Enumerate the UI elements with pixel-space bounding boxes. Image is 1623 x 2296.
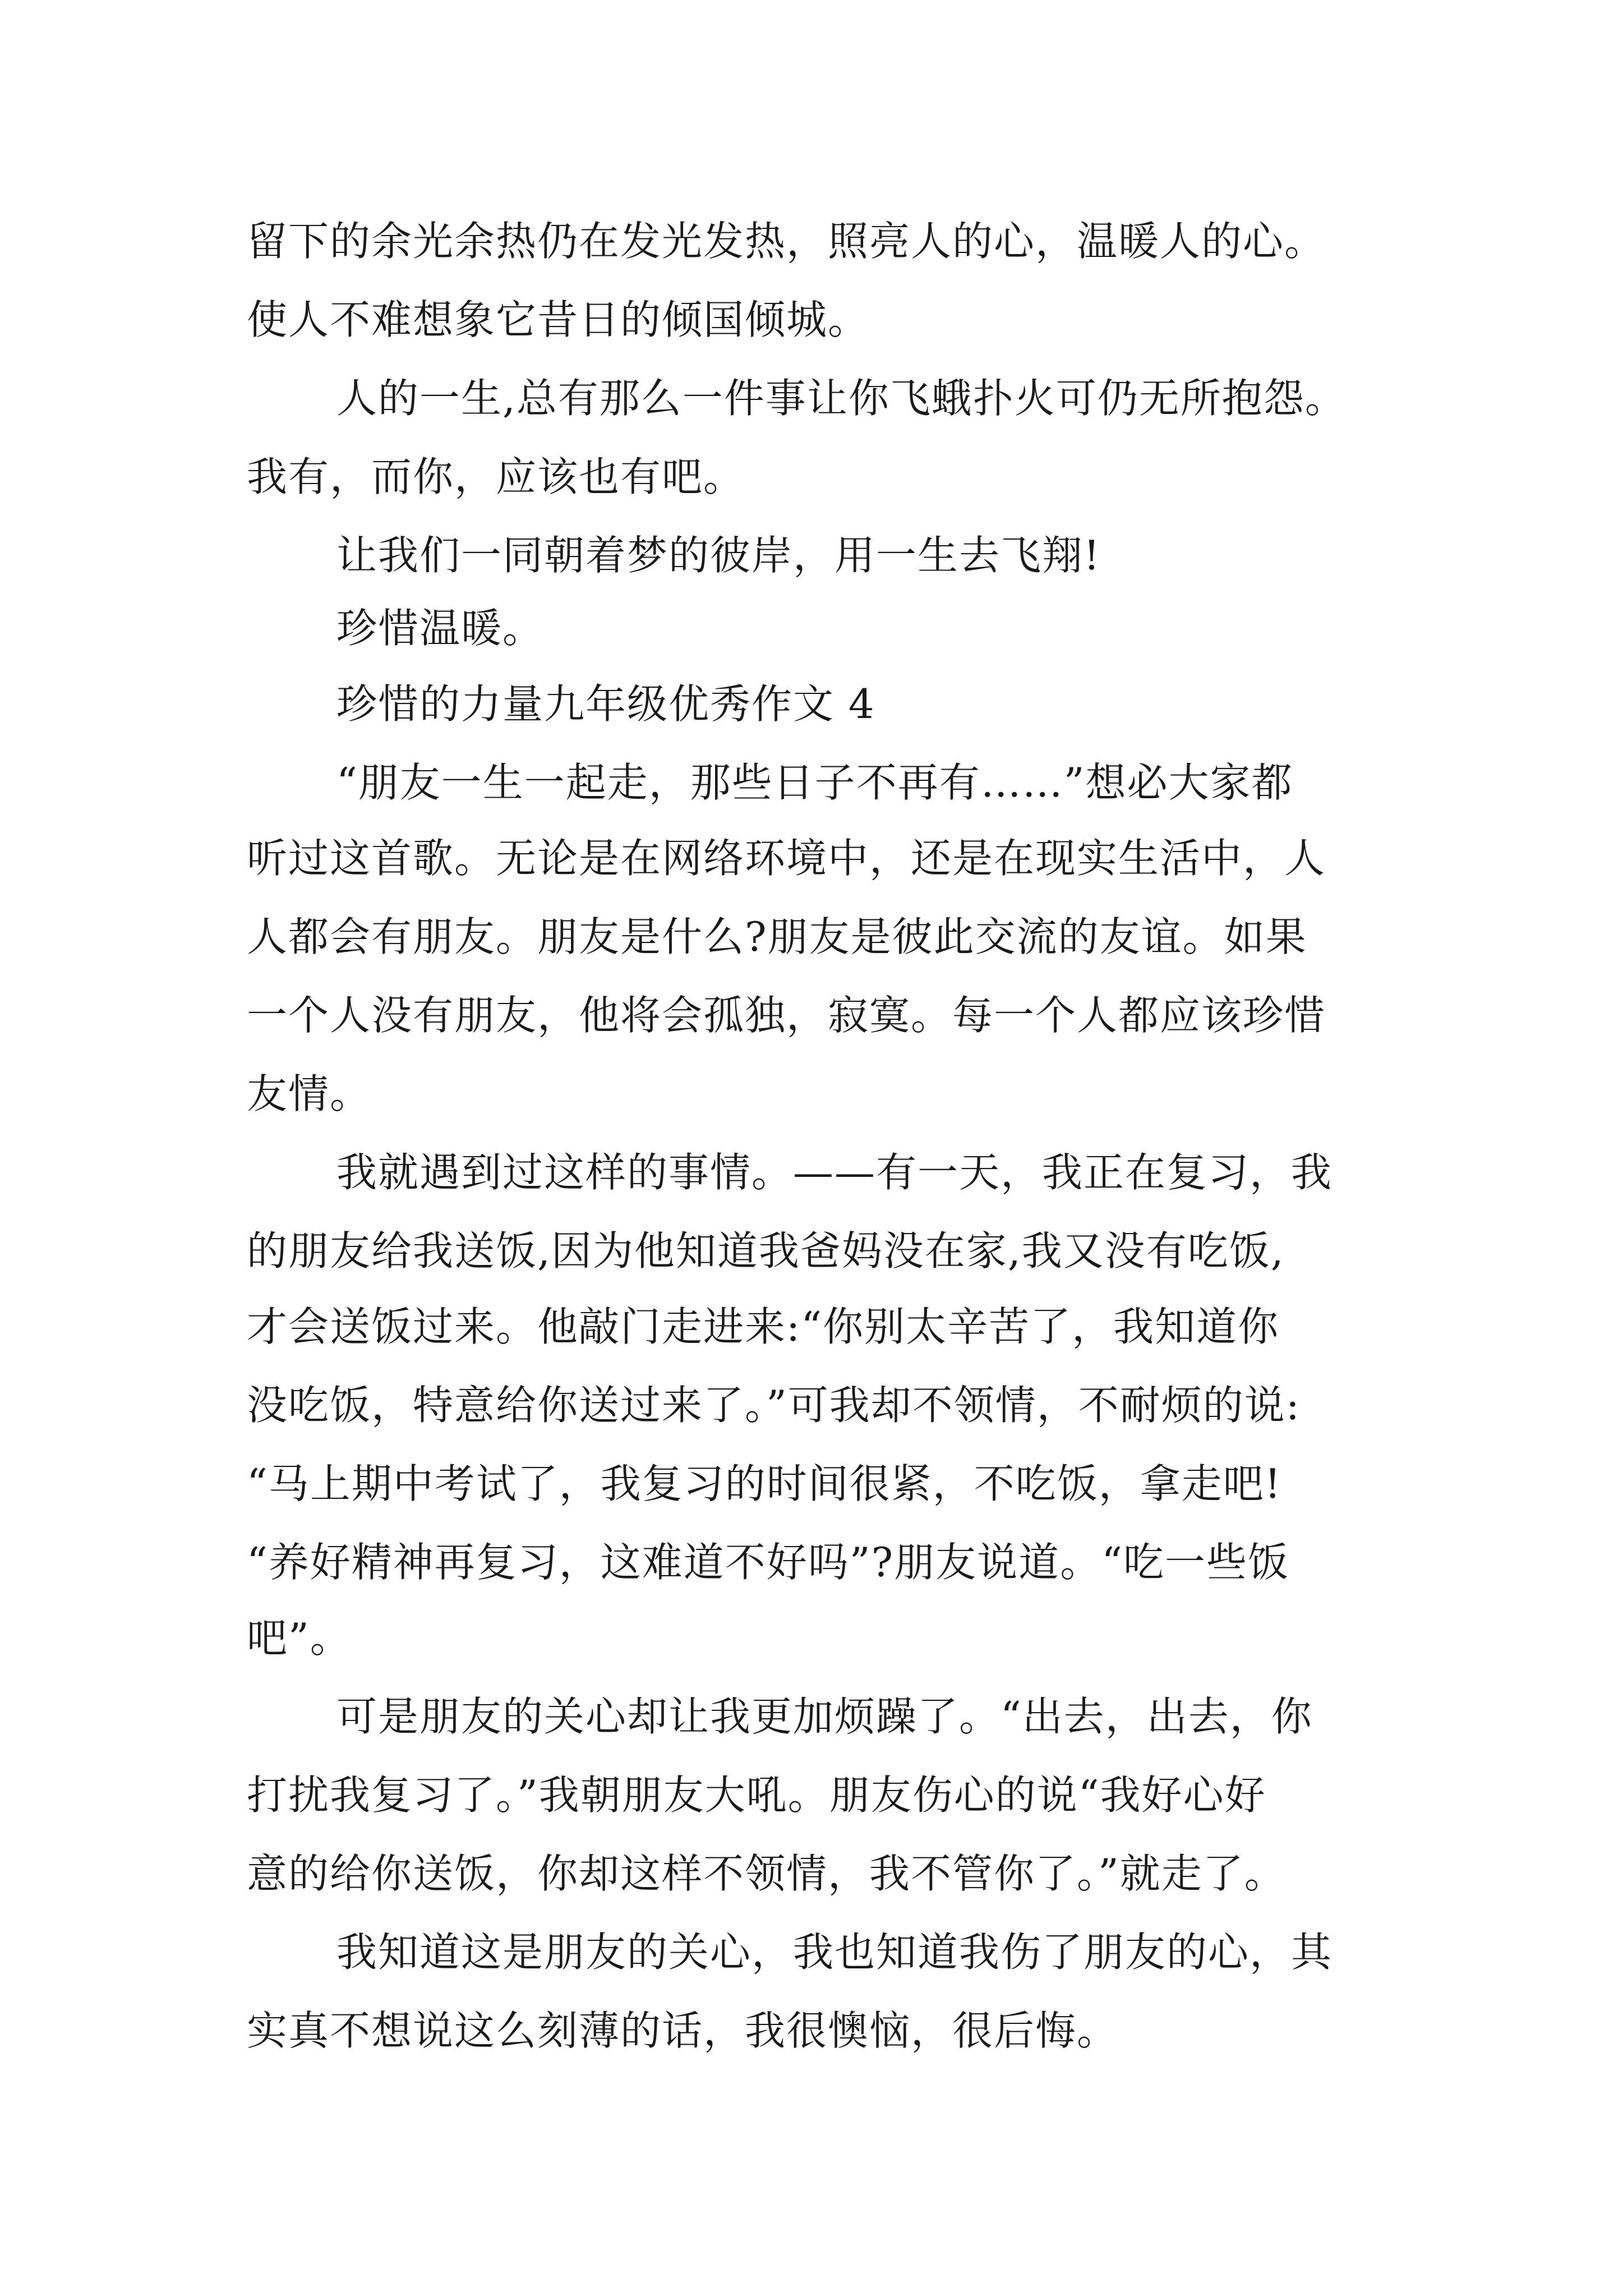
text-line: 我就遇到过这样的事情。——有一天，我正在复习，我: [336, 1149, 1333, 1196]
text-line: “朋友一生一起走，那些日子不再有……”想必大家都: [336, 759, 1293, 806]
text-line: 吧”。: [247, 1614, 352, 1662]
text-line: 我知道这是朋友的关心，我也知道我伤了朋友的心，其: [336, 1929, 1333, 1976]
text-line: 可是朋友的关心却让我更加烦躁了。“出去，出去，你: [336, 1693, 1313, 1740]
text-line: 留下的余光余热仍在发光发热，照亮人的心，温暖人的心。: [247, 218, 1326, 265]
text-line: 让我们一同朝着梦的彼岸，用一生去飞翔!: [336, 532, 1101, 579]
text-line: 听过这首歌。无论是在网络环境中，还是在现实生活中，人: [247, 835, 1326, 882]
text-line: 人都会有朋友。朋友是什么?朋友是彼此交流的友谊。如果: [247, 913, 1307, 960]
text-line: 友情。: [247, 1070, 372, 1117]
text-line: “马上期中考试了，我复习的时间很紧，不吃饭，拿走吧!: [247, 1460, 1282, 1507]
text-line: 没吃饭，特意给你送过来了。”可我却不领情，不耐烦的说:: [247, 1382, 1301, 1429]
text-line: 我有，而你，应该也有吧。: [247, 453, 745, 500]
text-line: 使人不难想象它昔日的倾国倾城。: [247, 296, 870, 343]
text-line: “养好精神再复习，这难道不好吗”?朋友说道。“吃一些饭: [247, 1539, 1290, 1586]
text-line: 打扰我复习了。”我朝朋友大吼。朋友伤心的说“我好心好: [247, 1772, 1266, 1819]
text-line: 实真不想说这么刻薄的话，我很懊恼，很后悔。: [247, 2007, 1119, 2054]
text-line: 珍惜温暖。: [336, 605, 545, 652]
text-line: 一个人没有朋友，他将会孤独，寂寞。每一个人都应该珍惜: [247, 992, 1326, 1039]
text-line: 才会送饭过来。他敲门走进来:“你别太辛苦了，我知道你: [247, 1303, 1280, 1350]
text-line: 人的一生,总有那么一件事让你飞蛾扑火可仍无所抱怨。: [336, 375, 1347, 422]
text-line: 的朋友给我送饭,因为他知道我爸妈没在家,我又没有吃饭,: [247, 1227, 1285, 1274]
text-line: 意的给你送饭，你却这样不领情，我不管你了。”就走了。: [247, 1850, 1286, 1897]
section-heading: 珍惜的力量九年级优秀作文 4: [336, 680, 875, 728]
